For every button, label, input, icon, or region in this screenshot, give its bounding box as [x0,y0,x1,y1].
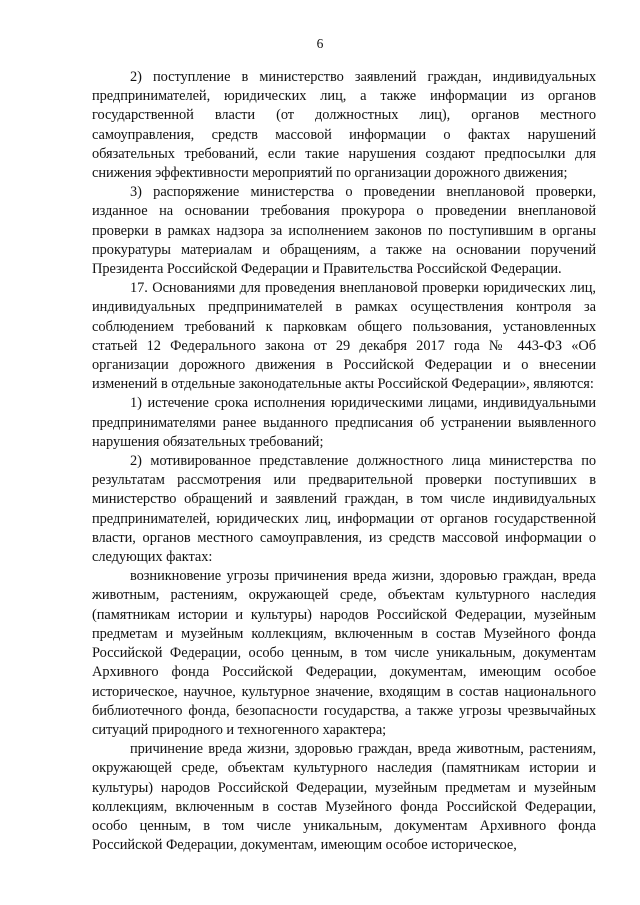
paragraph-clause-17: 17. Основаниями для проведения внеплановой проверки юридических лиц, индивидуальных предпринимателей в рамках осуществления контроля за соблюдением требований к парковкам общего пользования, установленных статьей 12 Федерального закона от 29 декабря 2017 года № 443-ФЗ «Об организации дорожного движения в Российской Федерации и о внесении изменений в отдельные законодательные акты Российской Федерации», являются: [92,280,596,393]
paragraph-threat-of-harm: возникновение угрозы причинения вреда жизни, здоровью граждан, вреда животным, растениям, окружающей среде, объектам культурного наследия (памятникам истории и культуры) народов Российской Федерации, музейным предметам и музейным коллекциям, включенным в состав Музейного фонда Российской Федерации, особо ценным, в том числе уникальным, документам Архивного фонда Российской Федерации, документам, имеющим особое историческое, научное, культурное значение, входящим в состав национального библиотечного фонда, безопасности государства, а также угрозы чрезвычайных ситуаций природного и техногенного характера; [92,568,596,738]
paragraph-item-2-submission: 2) поступление в министерство заявлений граждан, индивидуальных предпринимателей, юридических лиц, а также информации из органов государственной власти (от должностных лиц), органов местного самоуправления, средств массовой информации о фактах нарушений обязательных требований, если такие нарушения создают предпосылки для снижения эффективности мероприятий по организации дорожного движения; [92,69,596,182]
paragraph-causing-harm: причинение вреда жизни, здоровью граждан, вреда животным, растениям, окружающей среде, объектам культурного наследия (памятникам истории и культуры) народов Российской Федерации, музейным предметам и музейным коллекциям, включенным в состав Музейного фонда Российской Федерации, особо ценным, в том числе уникальным, документам Архивного фонда Российской Федерации, документам, имеющим особое историческое, [92,741,596,854]
paragraph-item-2-representation: 2) мотивированное представление должностного лица министерства по результатам рассмотрения или предварительной проверки поступивших в министерство обращений и заявлений граждан, в том числе индивидуальных предпринимателей, юридических лиц, информации от органов государственной власти, органов местного самоуправления, из средств массовой информации о следующих фактах: [92,453,596,566]
paragraph-item-1-deadline: 1) истечение срока исполнения юридическими лицами, индивидуальными предпринимателями ранее выданного предписания об устранении выявленного нарушения обязательных требований; [92,395,596,450]
paragraph-item-3-order: 3) распоряжение министерства о проведении внеплановой проверки, изданное на основании требования прокурора о проведении внеплановой проверки в рамках надзора за исполнением законов по поступившим в органы прокуратуры материалам и обращениям, а также на основании поручений Президента Российской Федерации и Правительства Российской Федерации. [92,184,596,278]
page-number: 6 [316,36,324,51]
document-body [92,68,596,855]
